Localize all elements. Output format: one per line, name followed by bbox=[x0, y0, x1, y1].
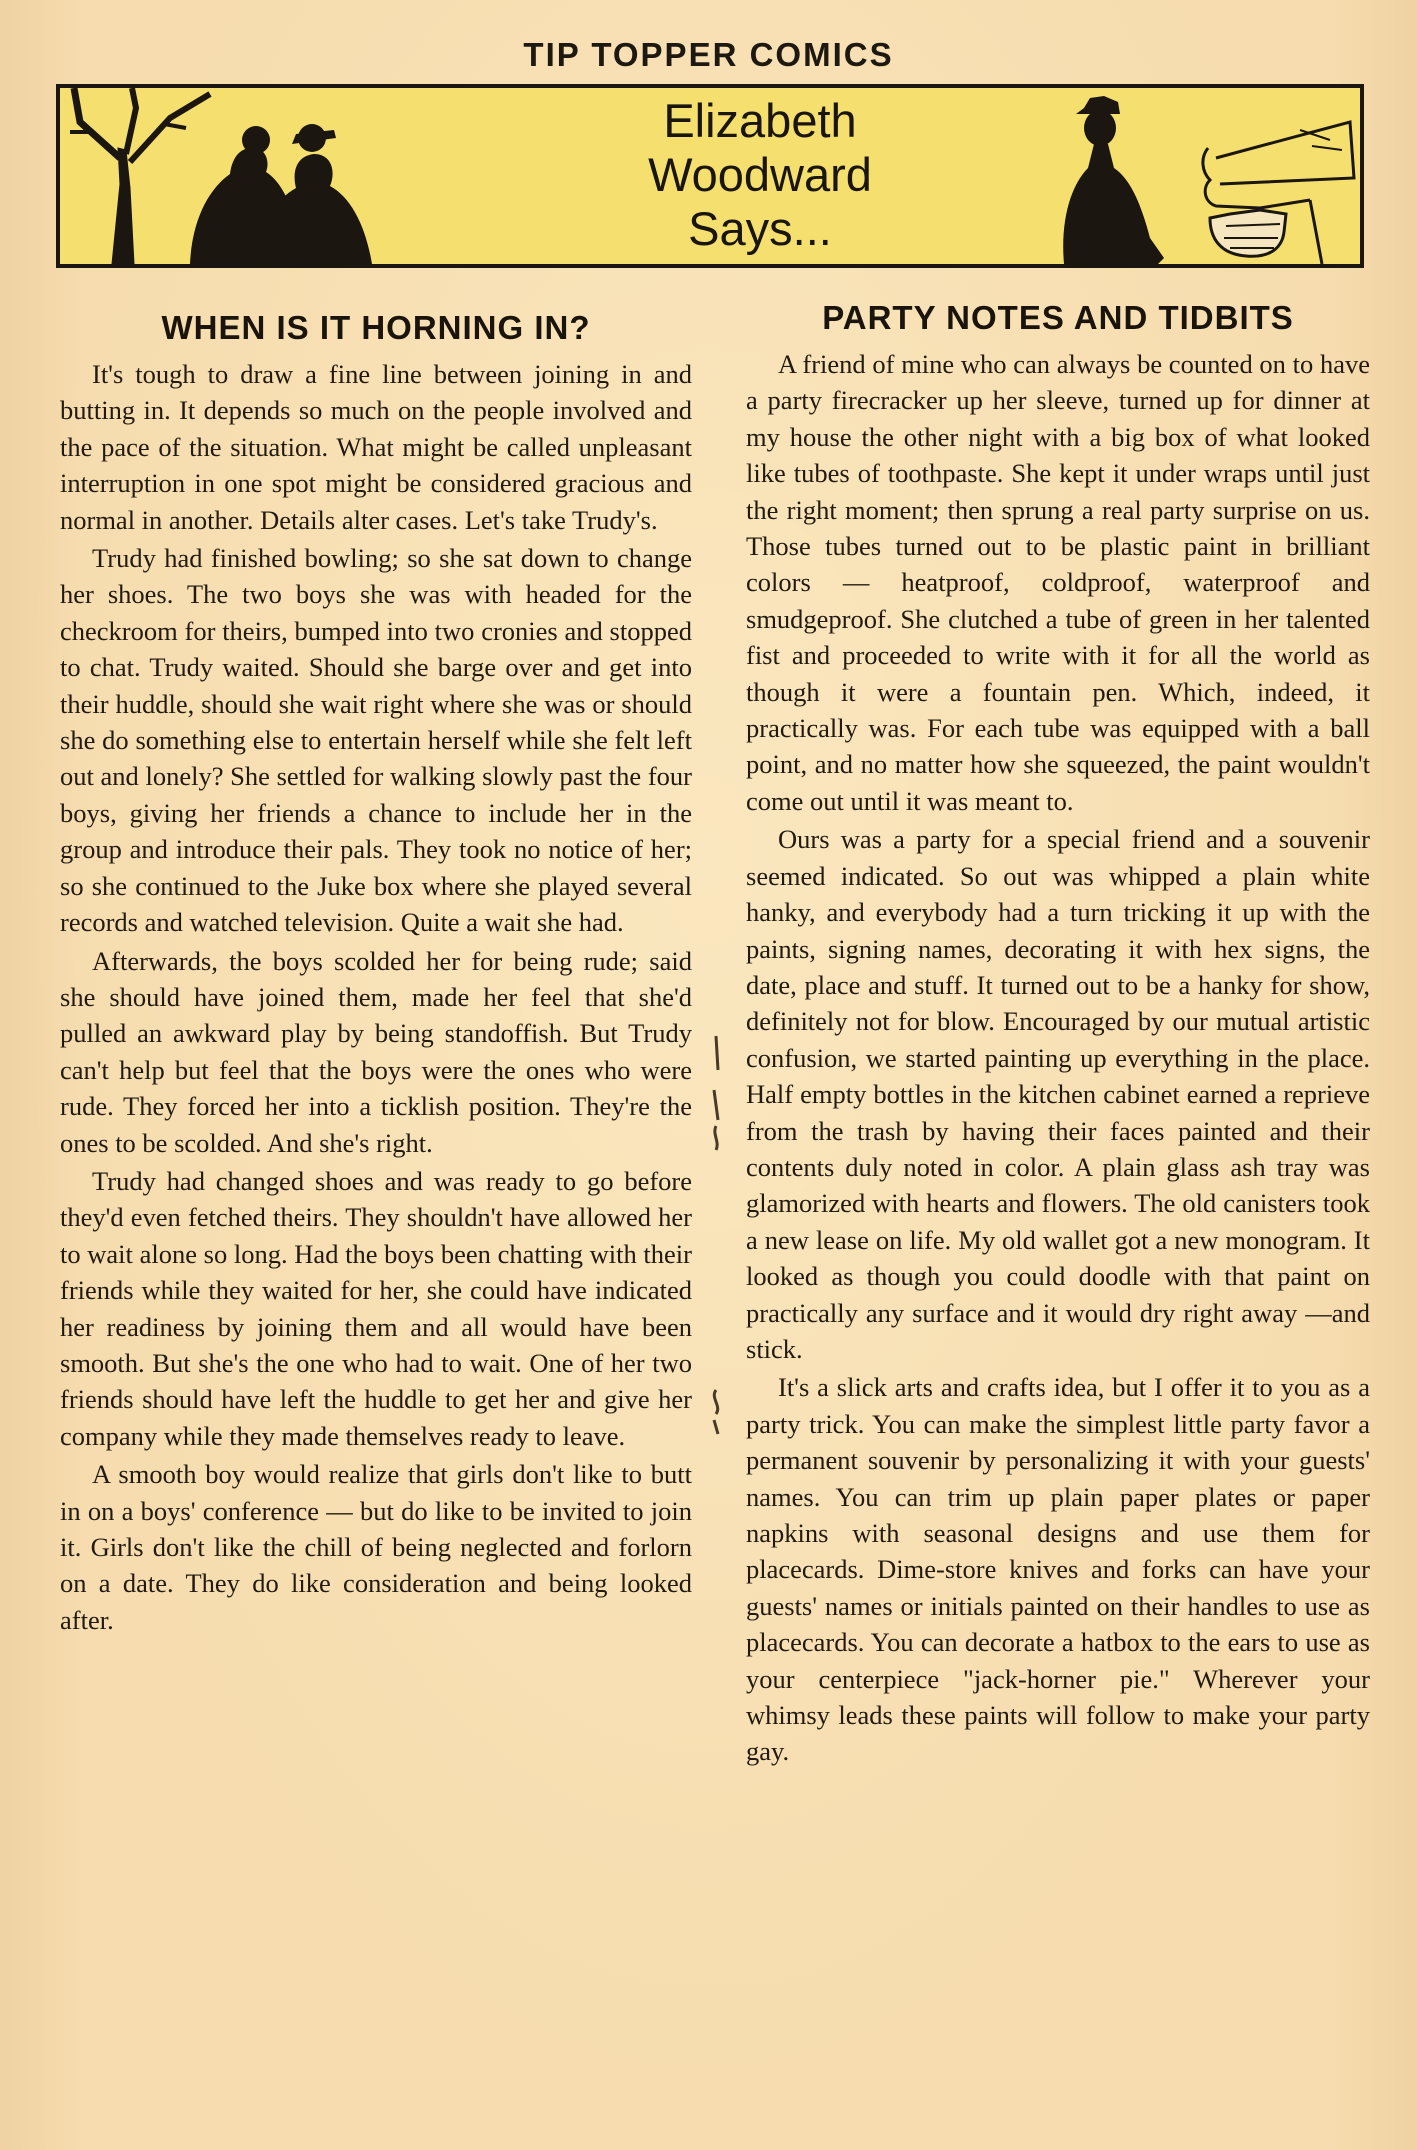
left-article-title: WHEN IS IT HORNING IN? bbox=[161, 309, 591, 346]
right-article-title: PARTY NOTES AND TIDBITS bbox=[822, 299, 1294, 336]
page-header-title: TIP TOPPER COMICS bbox=[523, 36, 894, 73]
left-paragraph: Afterwards, the boys scolded her for being rude; said she should have joined them, made her feel that she'd pulled an awkward play by being standoffish. But Trudy can't help but feel that the boys were the ones who were rude. They forced her into a ticklish position. They're the ones to be scolded. And she's right. bbox=[60, 945, 692, 1158]
title-banner bbox=[56, 84, 1364, 268]
right-paragraph: It's a slick arts and crafts idea, but I offer it to you as a party trick. You can make the simplest little party favor a permanent souvenir by personalizing it with your guests' names. You can trim up plain paper plates or paper napkins with seasonal designs and use them for placecards. Dime-store knives and forks can have your guests' names or initials painted on their handles to use as placecards. You can decorate a hatbox to the ears to use as your centerpiece "jack-horner pie." Wherever your whimsy leads these paints will follow to make your party gay. bbox=[746, 1372, 1370, 1767]
left-paragraph: It's tough to draw a fine line between joining in and butting in. It depends so much on the people involved and the pace of the situation. What might be called unpleasant interruption in one spot might be considered gracious and normal in another. Details alter cases. Let's take Trudy's. bbox=[60, 359, 692, 535]
hand-megaphone-drawing bbox=[1203, 122, 1354, 264]
right-paragraph: A friend of mine who can always be counted on to have a party firecracker up her sleeve, turned up for dinner at my house the other night with a big box of what looked like tubes of toothpaste. She kept it under wraps until just the right moment; then sprung a real party surprise on us. Those tubes turned out to be plastic paint in brilliant colors — heatproof, coldproof, waterproof and smudgeproof. She clutched a tube of green in her talented fist and proceeded to write with it for all the world as though it were a fountain pen. Which, indeed, it practically was. For each tube was equipped with a ball point, and no matter how she squeezed, the paint wouldn't come out until it was meant to. bbox=[746, 349, 1370, 816]
banner-title bbox=[600, 94, 920, 256]
banner-title-line-3: Says... bbox=[688, 202, 832, 255]
right-paragraph: Ours was a party for a special friend and a souvenir seemed indicated. So out was whipped a plain white hanky, and everybody had a turn tricking it up with the paints, signing names, decorating it with hex signs, the date, place and stuff. It turned out to be a hanky for show, definitely not for blow. Encouraged by our mutual artistic confusion, we started painting up everything in the place. Half empty bottles in the kitchen cabinet earned a reprieve from the trash by having their faces painted and their contents duly noted in color. A plain glass ash tray was glamorized with hearts and flowers. The old canisters took a new lease on life. My old wallet got a new monogram. It looked as though you could doodle with that paint on practically any surface and it would dry right away —and stick. bbox=[746, 824, 1370, 1364]
banner-title-line-1: Elizabeth bbox=[663, 94, 857, 147]
right-article bbox=[746, 298, 1370, 1772]
banner-title-line-2: Woodward bbox=[648, 148, 872, 201]
left-paragraph: Trudy had finished bowling; so she sat down to change her shoes. The two boys she was with headed for the checkroom for theirs, bumped into two cronies and stopped to chat. Trudy waited. Should she barge over and get into their huddle, should she wait right where she was or should she do something else to entertain herself while she felt left out and lonely? She settled for walking slowly past the four boys, giving her friends a chance to include her in the group and introduce their pals. They took no notice of her; so she continued to the Juke box where she played several records and watched television. Quite a wait she had. bbox=[60, 543, 692, 938]
tree-silhouette bbox=[70, 88, 210, 264]
left-paragraph: Trudy had changed shoes and was ready to go before they'd even fetched theirs. They shouldn't have allowed her to wait alone so long. Had the boys been chatting with their friends while they waited for her, she could have indicated her readiness by joining them and all would have been smooth. But she's the one who had to wait. One of her two friends should have left the huddle to get her and give her company while they made themselves ready to leave. bbox=[60, 1165, 692, 1451]
left-article bbox=[60, 308, 692, 1640]
man-silhouette bbox=[1063, 96, 1164, 264]
left-paragraph: A smooth boy would realize that girls don't like to butt in on a boys' conference — but do like to be invited to join it. Girls don't like the chill of being neglected and forlorn on a date. They do like consideration and being looked after. bbox=[60, 1459, 692, 1635]
gutter-ink-speck bbox=[696, 1030, 736, 1450]
couple-silhouette bbox=[190, 124, 372, 264]
